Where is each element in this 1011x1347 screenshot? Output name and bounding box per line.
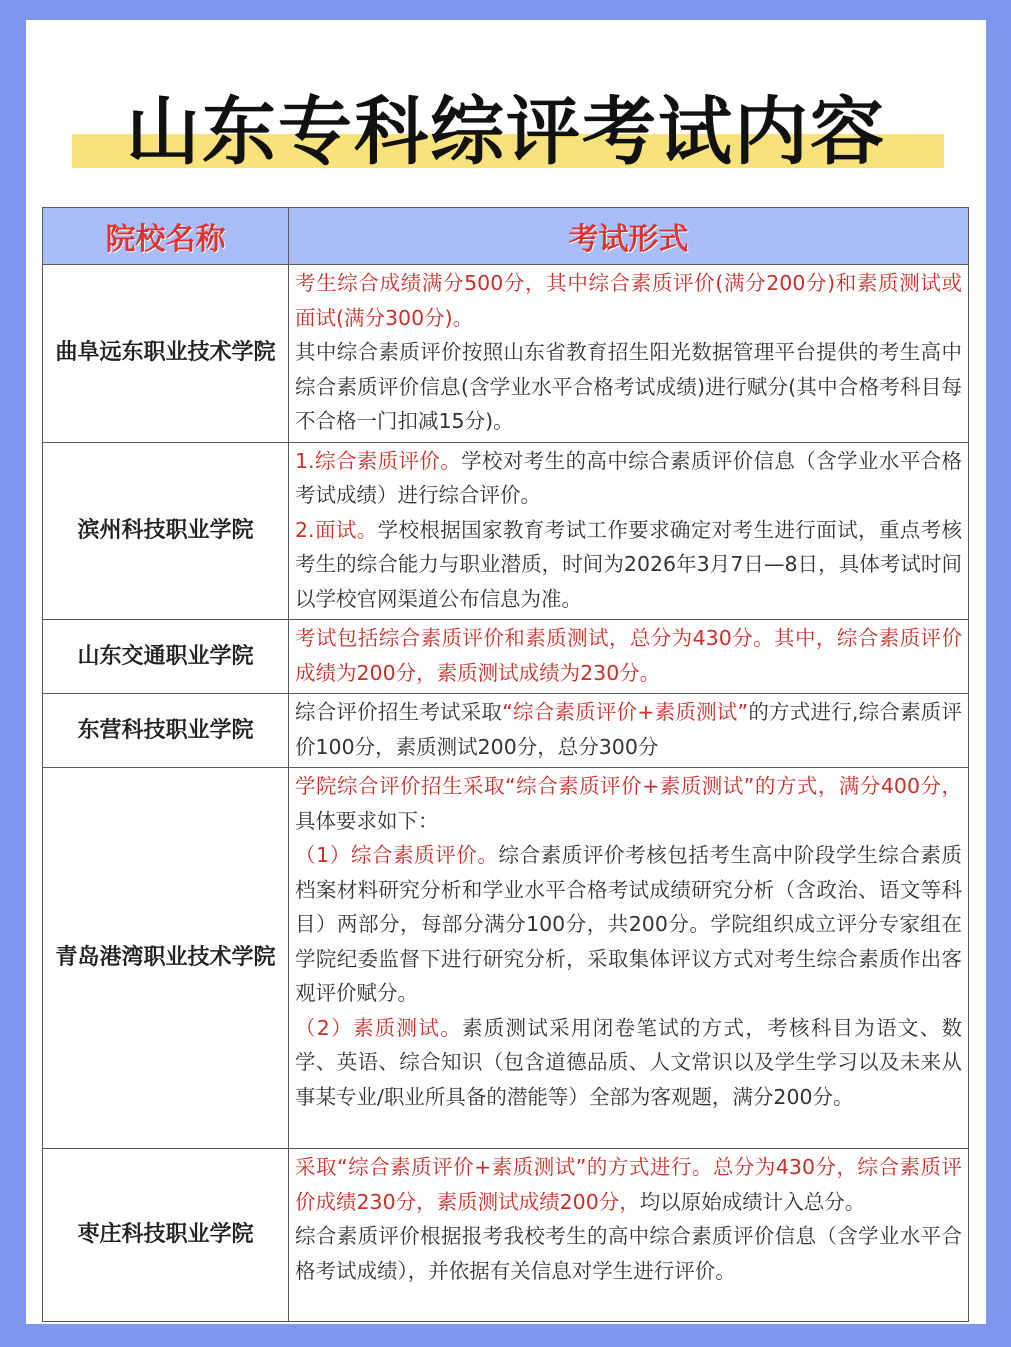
exam-form (289, 620, 969, 694)
exam-form-segment: 2.面试。 (295, 517, 378, 542)
exam-form-segment: 考试包括综合素质评价和素质测试，总分为430分。其中，综合素质评价成绩为200分，素质测试成绩为230分。 (295, 626, 962, 685)
content-card (26, 20, 986, 1324)
exam-form (289, 265, 969, 443)
exam-form (289, 1149, 969, 1322)
exam-form-segment: 采取“综合素质评价+素质测试”的方式进行。总分为430分，综合素质评价成绩230分，素质测试成绩200分， (295, 1155, 962, 1214)
exam-form-segment: 综合素质评价根据报考我校考生的高中综合素质评价信息（含学业水平合格考试成绩），并依据有关信息对学生进行评价。 (295, 1224, 962, 1283)
table-header-row (43, 208, 969, 265)
school-name: 滨州科技职业学院 (43, 442, 289, 620)
exam-form-segment: 素质测试采用闭卷笔试的方式，考核科目为语文、数学、英语、综合知识（包含道德品质、人文常识以及学生学习以及未来从事某专业/职业所具备的潜能等）全部为客观题，满分200分。 (295, 1015, 963, 1109)
exam-form (289, 442, 969, 620)
table-row (43, 265, 969, 443)
table-row (43, 694, 969, 768)
header-school: 院校名称 (43, 208, 289, 265)
page-title: 山东专科综评考试内容 (126, 89, 886, 175)
exam-info-table (42, 207, 969, 1322)
exam-form (289, 768, 969, 1149)
exam-form (289, 694, 969, 768)
exam-form-segment: 综合素质评价考核包括考生高中阶段学生综合素质档案材料研究分析和学业水平合格考试成绩研究分析（含政治、语文等科目）两部分，每部分满分100分，共200分。学院组织成立评分专家组在学院纪委监督下进行研究分析，采取集体评议方式对考生综合素质作出客观评价赋分。 (295, 843, 962, 1005)
table-row (43, 768, 969, 1149)
exam-form-segment: 综合评价招生考试采取 (295, 700, 503, 724)
table-row (43, 1149, 969, 1322)
exam-form-segment: 均以原始成绩计入总分。 (639, 1189, 866, 1214)
exam-form-segment: 学校对考生的高中综合素质评价信息（含学业水平合格考试成绩）进行综合评价。 (295, 448, 962, 507)
school-name: 山东交通职业学院 (43, 620, 289, 694)
title-block (26, 82, 986, 182)
exam-form-segment: 其中综合素质评价按照山东省教育招生阳光数据管理平台提供的考生高中综合素质评价信息(含学业水平合格考试成绩)进行赋分(其中合格考科目每不合格一门扣减15分)。 (295, 340, 962, 433)
exam-form-segment: 具体要求如下： (295, 808, 439, 833)
exam-form-segment: 1.综合素质评价。 (295, 448, 462, 473)
header-form: 考试形式 (289, 208, 969, 265)
table-row (43, 620, 969, 694)
school-name: 曲阜远东职业技术学院 (43, 265, 289, 443)
exam-form-segment: （1）综合素质评价。 (295, 843, 499, 867)
exam-form-segment: 学院综合评价招生采取“综合素质评价+素质测试”的方式，满分400分， (295, 774, 962, 798)
school-name: 枣庄科技职业学院 (43, 1149, 289, 1322)
exam-form-segment: （2）素质测试。 (295, 1015, 462, 1040)
school-name: 东营科技职业学院 (43, 694, 289, 768)
exam-form-segment: 的方式进行,综合素质评价100分，素质测试200分，总分300分 (295, 700, 962, 759)
exam-form-segment: 考生综合成绩满分500分，其中综合素质评价(满分200分)和素质测试或面试(满分300分)。 (295, 271, 962, 330)
exam-form-segment: 学校根据国家教育考试工作要求确定对考生进行面试，重点考核考生的综合能力与职业潜质，时间为2026年3月7日—8日，具体考试时间以学校官网渠道公布信息为准。 (295, 517, 963, 611)
school-name: 青岛港湾职业技术学院 (43, 768, 289, 1149)
exam-form-segment: “综合素质评价+素质测试” (502, 700, 749, 724)
table-row (43, 442, 969, 620)
